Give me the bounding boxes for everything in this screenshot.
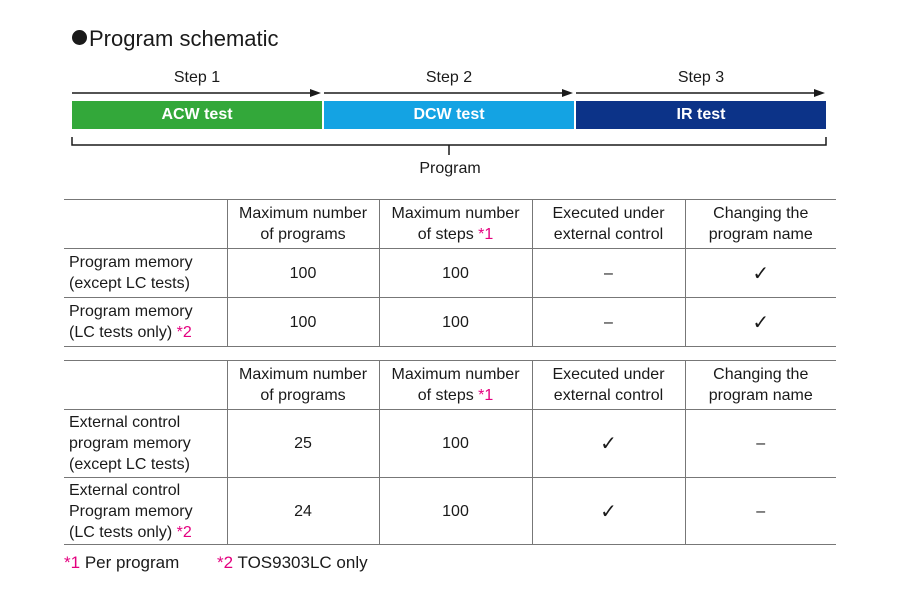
step-3-label: Step 3 bbox=[677, 69, 725, 86]
table-row bbox=[64, 249, 836, 298]
footnote-mark: *2 bbox=[176, 523, 192, 541]
program-label: Program bbox=[419, 160, 481, 177]
step-1-label: Step 1 bbox=[173, 69, 221, 86]
step-3-arrowhead-icon bbox=[814, 89, 825, 97]
dcw-test-bar: DCW test bbox=[324, 101, 574, 129]
max-programs-value: 100 bbox=[227, 249, 379, 298]
checkmark-icon: ✓ bbox=[532, 478, 685, 545]
table-row bbox=[64, 298, 836, 347]
footnote-text: Per program bbox=[84, 553, 180, 572]
max-steps-value: 100 bbox=[379, 410, 532, 478]
external-control-value: – bbox=[532, 249, 685, 298]
max-programs-value: 25 bbox=[227, 410, 379, 478]
ir-test-bar: IR test bbox=[576, 101, 826, 129]
footnote-text: TOS9303LC only bbox=[237, 553, 368, 572]
header-max-steps: Maximum number of steps *1 bbox=[379, 200, 532, 249]
footnote-mark: *2 bbox=[217, 553, 234, 572]
table-row bbox=[64, 410, 836, 478]
changing-name-value: – bbox=[685, 410, 836, 478]
program-memory-table bbox=[64, 199, 836, 347]
section-title-text: Program schematic bbox=[89, 26, 279, 51]
step-2-label: Step 2 bbox=[425, 69, 473, 86]
checkmark-icon: ✓ bbox=[685, 249, 836, 298]
header-external-control: Executed under external control bbox=[532, 361, 685, 410]
program-bracket bbox=[72, 137, 826, 155]
header-empty-cell bbox=[64, 361, 227, 410]
footnote-mark: *2 bbox=[176, 324, 192, 341]
max-steps-value: 100 bbox=[379, 298, 532, 347]
row-label: Program memory (LC tests only) *2 bbox=[64, 298, 227, 347]
footnote-mark: *1 bbox=[64, 553, 81, 572]
header-max-steps: Maximum number of steps *1 bbox=[379, 361, 532, 410]
external-control-table bbox=[64, 360, 836, 545]
table-header-row bbox=[64, 200, 836, 249]
checkmark-icon: ✓ bbox=[532, 410, 685, 478]
max-steps-value: 100 bbox=[379, 249, 532, 298]
max-programs-value: 100 bbox=[227, 298, 379, 347]
table-header-row bbox=[64, 361, 836, 410]
header-max-programs: Maximum number of programs bbox=[227, 361, 379, 410]
step-2-arrowhead-icon bbox=[562, 89, 573, 97]
footnote-mark: *1 bbox=[478, 226, 494, 243]
header-max-programs: Maximum number of programs bbox=[227, 200, 379, 249]
table-row bbox=[64, 478, 836, 545]
row-label: External control Program memory (LC tests only) *2 bbox=[64, 478, 227, 545]
max-programs-value: 24 bbox=[227, 478, 379, 545]
max-steps-value: 100 bbox=[379, 478, 532, 545]
step-1-arrowhead-icon bbox=[310, 89, 321, 97]
footnote-mark: *1 bbox=[478, 387, 494, 404]
checkmark-icon: ✓ bbox=[685, 298, 836, 347]
external-control-value: – bbox=[532, 298, 685, 347]
header-changing-name: Changing the program name bbox=[685, 200, 836, 249]
header-empty-cell bbox=[64, 200, 227, 249]
changing-name-value: – bbox=[685, 478, 836, 545]
row-label: External control program memory (except LC tests) bbox=[64, 410, 227, 478]
footnote-2 bbox=[217, 553, 368, 573]
acw-test-bar: ACW test bbox=[72, 101, 322, 129]
row-label: Program memory (except LC tests) bbox=[64, 249, 227, 298]
header-changing-name: Changing the program name bbox=[685, 361, 836, 410]
header-external-control: Executed under external control bbox=[532, 200, 685, 249]
footnote-1 bbox=[64, 553, 179, 573]
